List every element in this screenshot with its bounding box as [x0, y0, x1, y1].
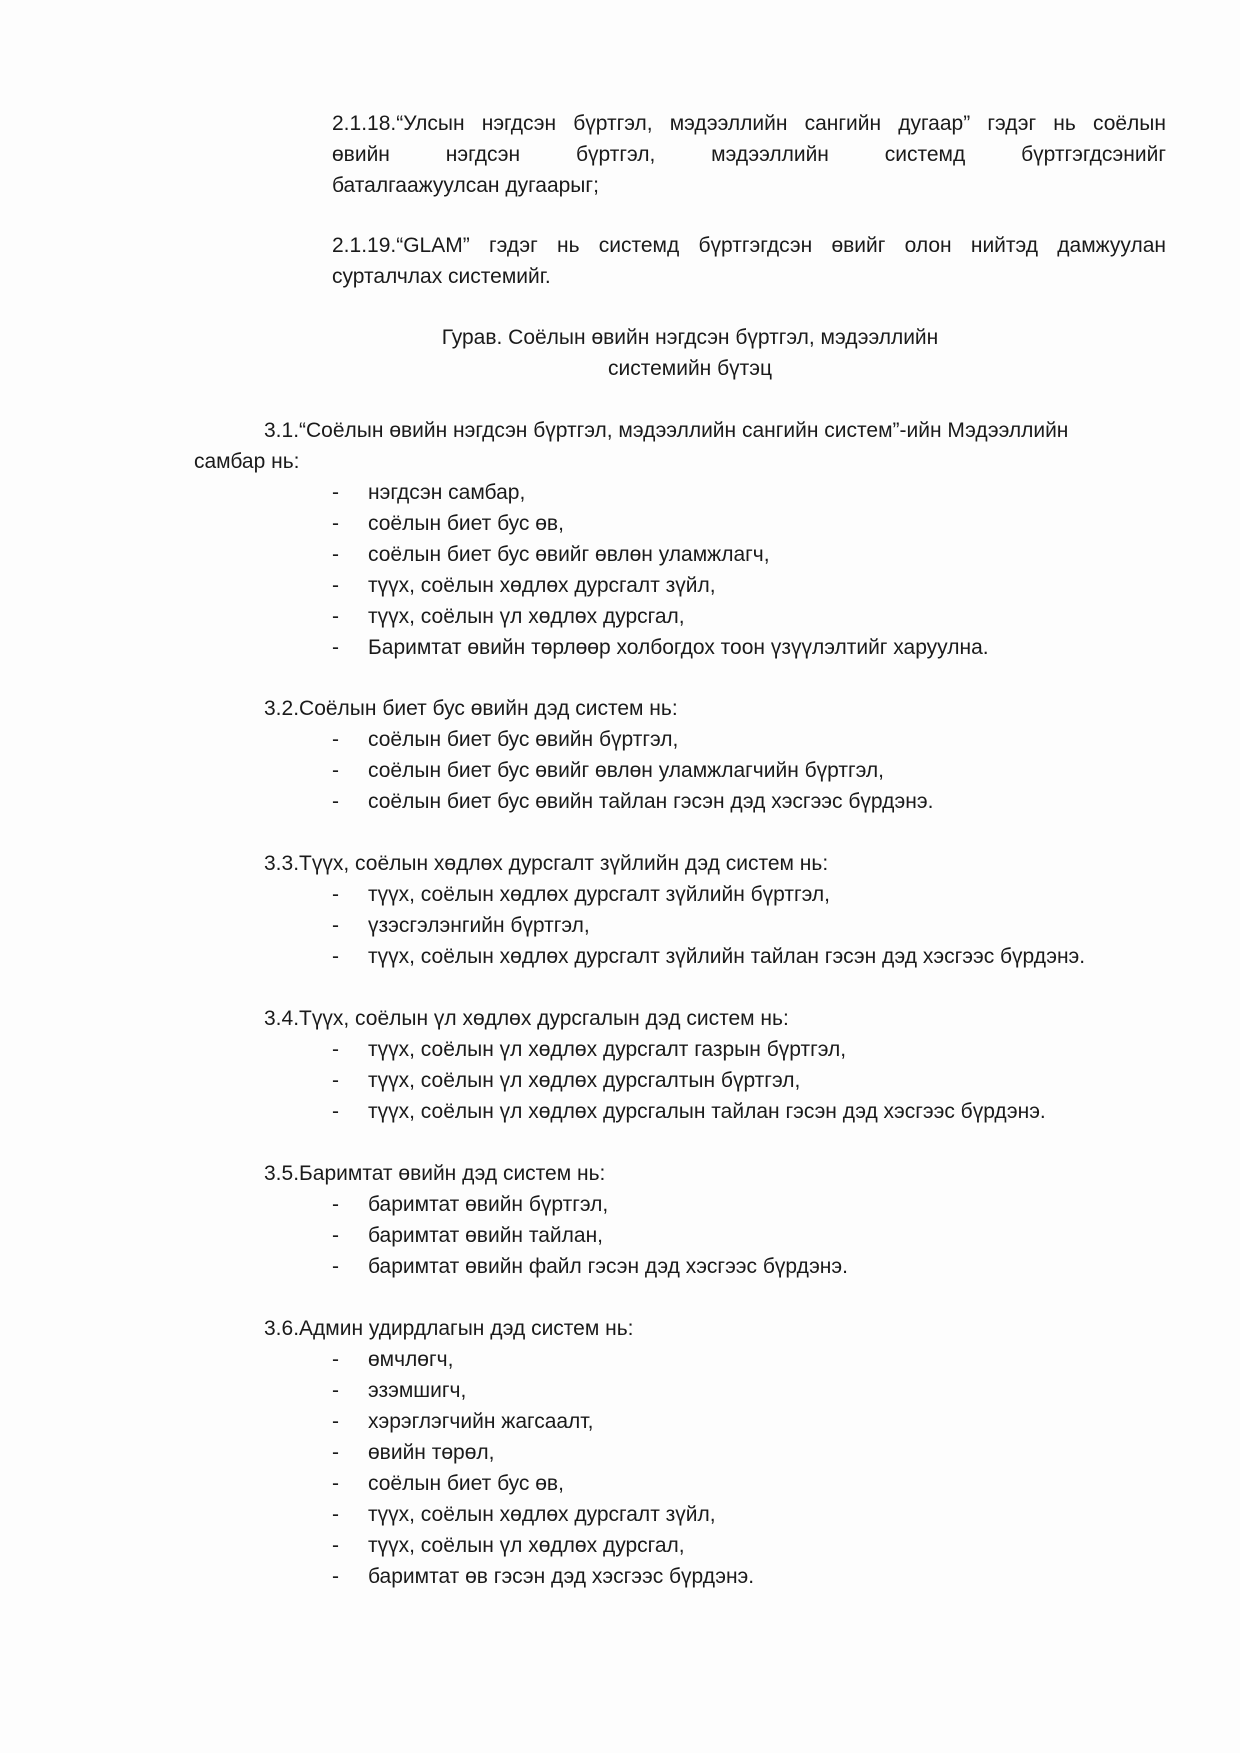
list-dash: -	[332, 512, 339, 535]
list-item	[332, 1034, 1172, 1065]
list-dash: -	[332, 1441, 339, 1464]
list-item-text: түүх, соёлын хөдлөх дурсгалт зүйлийн бүртгэл,	[368, 883, 831, 906]
list-dash: -	[332, 1100, 339, 1123]
list-item	[332, 632, 1172, 663]
list-item	[332, 1065, 1172, 1096]
section-line: 3.1.“Соёлын өвийн нэгдсэн бүртгэл, мэдээллийн сангийн систем”-ийн Мэдээллийн	[264, 419, 1069, 442]
list-item	[332, 1561, 1172, 1592]
list-dash: -	[332, 636, 339, 659]
list-item	[332, 755, 1172, 786]
list-dash: -	[332, 481, 339, 504]
list-dash: -	[332, 543, 339, 566]
list-item	[332, 539, 1172, 570]
list-item-text: нэгдсэн самбар,	[368, 481, 526, 504]
list-dash: -	[332, 1224, 339, 1247]
list-item-text: соёлын биет бус өв,	[368, 1472, 564, 1495]
list-item	[332, 1530, 1172, 1561]
list-item	[332, 1344, 1172, 1375]
list-item-text: Баримтат өвийн төрлөөр холбогдох тоон үзүүлэлтийг харуулна.	[368, 636, 989, 659]
list-dash: -	[332, 1038, 339, 1061]
list-item	[332, 879, 1172, 910]
list-dash: -	[332, 790, 339, 813]
section-3-4-title: 3.4.Түүх, соёлын үл хөдлөх дурсгалын дэд систем нь:	[264, 1007, 789, 1030]
list-item	[332, 941, 1172, 972]
list-item	[332, 601, 1172, 632]
list-item	[332, 508, 1172, 539]
list-dash: -	[332, 1193, 339, 1216]
list-dash: -	[332, 1410, 339, 1433]
list-item	[332, 1499, 1172, 1530]
list-dash: -	[332, 1565, 339, 1588]
list-item-text: түүх, соёлын үл хөдлөх дурсгалтын бүртгэл,	[368, 1069, 801, 1092]
list-item	[332, 1437, 1172, 1468]
section-3-4-list	[332, 1034, 1172, 1127]
list-item-text: баримтат өвийн бүртгэл,	[368, 1193, 609, 1216]
paragraph-line: сурталчлах системийг.	[332, 265, 551, 288]
list-item-text: эзэмшигч,	[368, 1379, 467, 1402]
list-item-text: соёлын биет бус өвийг өвлөн уламжлагч,	[368, 543, 770, 566]
section-line: самбар нь:	[194, 450, 300, 473]
list-dash: -	[332, 759, 339, 782]
list-item-text: баримтат өвийн файл гэсэн дэд хэсгээс бүрдэнэ.	[368, 1255, 848, 1278]
list-dash: -	[332, 1472, 339, 1495]
section-3-5-list	[332, 1189, 1172, 1282]
list-item-text: үзэсгэлэнгийн бүртгэл,	[368, 914, 590, 937]
list-item-text: өвийн төрөл,	[368, 1441, 495, 1464]
section-3-2-title: 3.2.Соёлын биет бус өвийн дэд систем нь:	[264, 697, 678, 720]
list-dash: -	[332, 1348, 339, 1371]
list-item-text: соёлын биет бус өвийг өвлөн уламжлагчийн бүртгэл,	[368, 759, 884, 782]
list-item-text: баримтат өв гэсэн дэд хэсгээс бүрдэнэ.	[368, 1565, 755, 1588]
paragraph-line: 2.1.18.“Улсын нэгдсэн бүртгэл, мэдээллийн сангийн дугаар” гэдэг нь соёлын	[332, 112, 1166, 135]
list-item-text: түүх, соёлын үл хөдлөх дурсгал,	[368, 1534, 685, 1557]
list-item-text: соёлын биет бус өвийн тайлан гэсэн дэд хэсгээс бүрдэнэ.	[368, 790, 934, 813]
list-item	[332, 910, 1172, 941]
list-item	[332, 724, 1172, 755]
list-item-text: түүх, соёлын үл хөдлөх дурсгалын тайлан гэсэн дэд хэсгээс бүрдэнэ.	[368, 1100, 1046, 1123]
list-item-text: түүх, соёлын үл хөдлөх дурсгалт газрын бүртгэл,	[368, 1038, 847, 1061]
list-item-text: түүх, соёлын хөдлөх дурсгалт зүйл,	[368, 1503, 716, 1526]
section-3-1-list	[332, 477, 1172, 663]
list-item-text: өмчлөгч,	[368, 1348, 454, 1371]
section-3-3-title: 3.3.Түүх, соёлын хөдлөх дурсгалт зүйлийн дэд систем нь:	[264, 852, 829, 875]
list-item-text: баримтат өвийн тайлан,	[368, 1224, 604, 1247]
list-dash: -	[332, 574, 339, 597]
list-item	[332, 570, 1172, 601]
section-3-5-title: 3.5.Баримтат өвийн дэд систем нь:	[264, 1162, 606, 1185]
paragraph-line: өвийн нэгдсэн бүртгэл, мэдээллийн системд бүртгэгдсэнийг	[332, 143, 1166, 166]
list-dash: -	[332, 1503, 339, 1526]
list-item	[332, 1468, 1172, 1499]
section-3-1-title	[194, 415, 1166, 477]
list-item-text: соёлын биет бус өв,	[368, 512, 564, 535]
list-item	[332, 1189, 1172, 1220]
list-item	[332, 1406, 1172, 1437]
list-dash: -	[332, 1069, 339, 1092]
section-3-6-title: 3.6.Админ удирдлагын дэд систем нь:	[264, 1317, 634, 1340]
list-item	[332, 477, 1172, 508]
heading-line: Гурав. Соёлын өвийн нэгдсэн бүртгэл, мэдээллийн	[441, 326, 939, 349]
section-3-3-list	[332, 879, 1172, 972]
list-item	[332, 1251, 1172, 1282]
paragraph-line: 2.1.19.“GLAM” гэдэг нь системд бүртгэгдсэн өвийг олон нийтэд дамжуулан	[332, 234, 1166, 257]
list-item-text: соёлын биет бус өвийн бүртгэл,	[368, 728, 679, 751]
list-dash: -	[332, 1534, 339, 1557]
section-3-2-list	[332, 724, 1172, 817]
list-item	[332, 1375, 1172, 1406]
list-item	[332, 786, 1172, 817]
list-item-text: түүх, соёлын хөдлөх дурсгалт зүйл,	[368, 574, 716, 597]
list-dash: -	[332, 883, 339, 906]
list-dash: -	[332, 605, 339, 628]
section-3-6-list	[332, 1344, 1172, 1592]
list-item	[332, 1220, 1172, 1251]
list-item-text: түүх, соёлын хөдлөх дурсгалт зүйлийн тайлан гэсэн дэд хэсгээс бүрдэнэ.	[368, 945, 1086, 968]
list-dash: -	[332, 728, 339, 751]
list-item-text: түүх, соёлын үл хөдлөх дурсгал,	[368, 605, 685, 628]
list-dash: -	[332, 945, 339, 968]
heading-line: системийн бүтэц	[607, 357, 772, 380]
paragraph-line: баталгаажуулсан дугаарыг;	[332, 174, 599, 197]
paragraph-2-1-18	[332, 108, 1166, 201]
list-dash: -	[332, 1379, 339, 1402]
list-item	[332, 1096, 1172, 1127]
paragraph-2-1-19	[332, 230, 1166, 292]
list-item-text: хэрэглэгчийн жагсаалт,	[368, 1410, 594, 1433]
list-dash: -	[332, 914, 339, 937]
list-dash: -	[332, 1255, 339, 1278]
section-heading	[300, 322, 1080, 384]
